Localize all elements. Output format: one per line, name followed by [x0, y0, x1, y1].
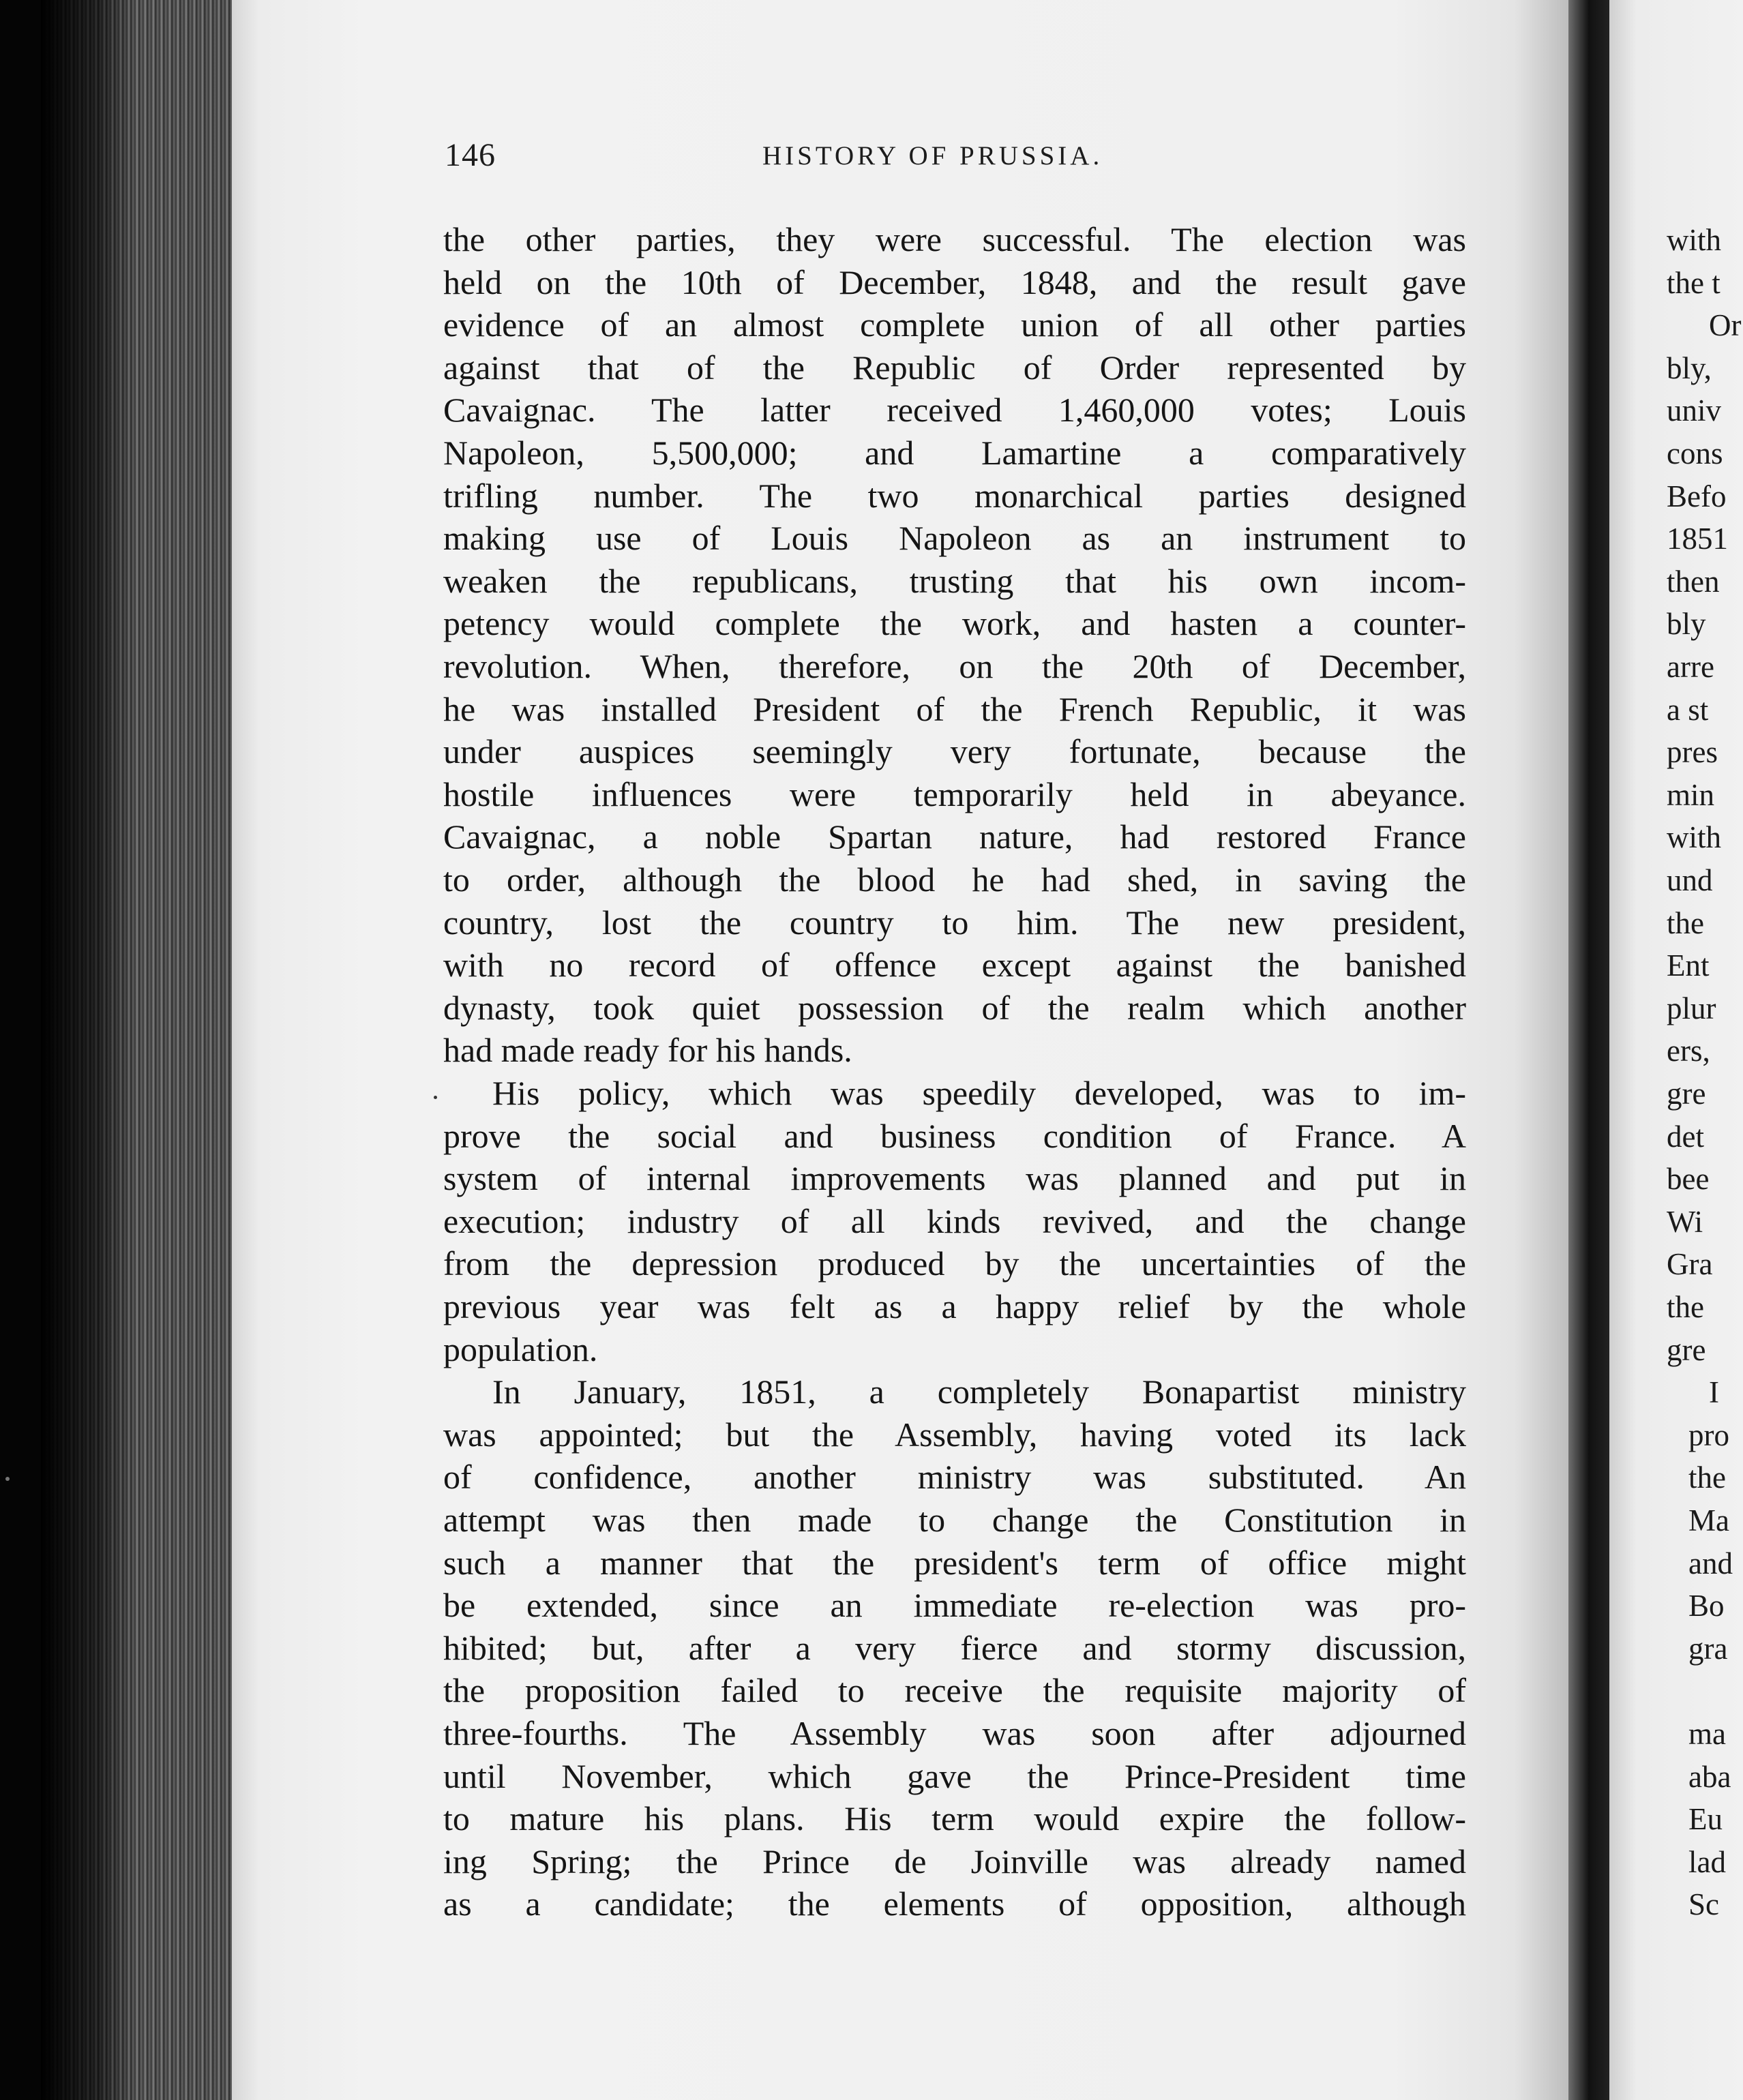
- text-line: weaken the republicans, trusting that his own incom-: [443, 561, 1466, 600]
- facing-page-line: Gra: [1667, 1247, 1713, 1282]
- text-line: to mature his plans. His term would expire the follow-: [443, 1799, 1466, 1838]
- facing-page-line: then: [1667, 564, 1720, 599]
- text-line: be extended, since an immediate re-election was pro-: [443, 1586, 1466, 1625]
- facing-page-line: I: [1709, 1375, 1719, 1410]
- facing-page-line: with: [1667, 223, 1722, 257]
- facing-page-line: Ma: [1688, 1503, 1729, 1537]
- facing-page-line: lad: [1688, 1844, 1726, 1879]
- facing-page-line: det: [1667, 1119, 1704, 1154]
- text-line: previous year was felt as a happy relief by the whole: [443, 1287, 1466, 1325]
- facing-page-line: ers,: [1667, 1034, 1710, 1068]
- facing-page-line: Wi: [1667, 1204, 1703, 1239]
- text-line: he was installed President of the French Republic, it was: [443, 689, 1466, 728]
- text-line: petency would complete the work, and hasten a counter-: [443, 604, 1466, 643]
- fore-edge-shadow: [41, 0, 136, 2100]
- text-line: had made ready for his hands.: [443, 1031, 852, 1070]
- text-line: revolution. When, therefore, on the 20th of December,: [443, 647, 1466, 685]
- text-line: trifling number. The two monarchical parties designed: [443, 476, 1466, 515]
- facing-page-line: Eu: [1688, 1802, 1723, 1837]
- text-line: ing Spring; the Prince de Joinville was already named: [443, 1842, 1466, 1880]
- book-gutter: [1568, 0, 1609, 2100]
- facing-page-line: gre: [1667, 1332, 1706, 1367]
- text-line: from the depression produced by the uncertainties of the: [443, 1244, 1466, 1283]
- facing-page-line: und: [1667, 863, 1713, 897]
- text-line: as a candidate; the elements of opposition, although: [443, 1885, 1466, 1923]
- text-line: until November, which gave the Prince-President time: [443, 1756, 1466, 1795]
- facing-page-line: ma: [1688, 1717, 1726, 1751]
- facing-page-line: a st: [1667, 692, 1709, 727]
- text-line: with no record of offence except against the banished: [443, 946, 1466, 985]
- facing-page-line: gra: [1688, 1631, 1728, 1666]
- facing-page-line: pro: [1688, 1418, 1729, 1452]
- text-line: against that of the Republic of Order represented by: [443, 348, 1466, 387]
- facing-page-line: Ent: [1667, 948, 1710, 983]
- text-line: system of internal improvements was planned and put in: [443, 1159, 1466, 1198]
- running-title: HISTORY OF PRUSSIA.: [762, 141, 1103, 170]
- facing-page-line: Befo: [1667, 479, 1727, 513]
- facing-page-line: gre: [1667, 1077, 1706, 1111]
- page-header: [0, 136, 1743, 177]
- text-line: population.: [443, 1330, 598, 1368]
- facing-page-line: the: [1667, 905, 1704, 940]
- facing-page-line: the: [1688, 1460, 1726, 1495]
- facing-page-line: aba: [1688, 1759, 1731, 1794]
- text-line: making use of Louis Napoleon as an instrument to: [443, 519, 1466, 558]
- facing-page-line: Or: [1709, 308, 1742, 343]
- facing-page-line: univ: [1667, 393, 1722, 428]
- facing-page-line: pres: [1667, 735, 1718, 770]
- facing-page-fragment: [1609, 0, 1743, 2100]
- text-line: Cavaignac. The latter received 1,460,000 votes; Louis: [443, 391, 1466, 430]
- scan-speck: [5, 1477, 10, 1481]
- text-line: Cavaignac, a noble Spartan nature, had restored France: [443, 817, 1466, 856]
- facing-page-line: the: [1667, 1290, 1704, 1324]
- facing-page-line: bly: [1667, 607, 1706, 642]
- text-line: hibited; but, after a very fierce and stormy discussion,: [443, 1628, 1466, 1667]
- text-line: evidence of an almost complete union of all other parties: [443, 305, 1466, 344]
- facing-page-line: Sc: [1688, 1887, 1719, 1922]
- text-line: three-fourths. The Assembly was soon after adjourned: [443, 1714, 1466, 1752]
- text-line: under auspices seemingly very fortunate, because the: [443, 732, 1466, 771]
- text-line: dynasty, took quiet possession of the realm which another: [443, 988, 1466, 1027]
- facing-page-line: and: [1688, 1546, 1733, 1580]
- facing-page-line: arre: [1667, 650, 1714, 684]
- text-line: Napoleon, 5,500,000; and Lamartine a comparatively: [443, 434, 1466, 472]
- text-line: of confidence, another ministry was substituted. An: [443, 1458, 1466, 1497]
- text-line: prove the social and business condition of France. A: [443, 1116, 1466, 1155]
- facing-page-line: the t: [1667, 265, 1720, 300]
- facing-page-line: with: [1667, 820, 1722, 855]
- facing-page-line: cons: [1667, 436, 1723, 470]
- text-line: execution; industry of all kinds revived, and the change: [443, 1201, 1466, 1240]
- facing-page-line: plur: [1667, 991, 1716, 1025]
- facing-page-line: bee: [1667, 1162, 1710, 1197]
- text-line: hostile influences were temporarily held in abeyance.: [443, 775, 1466, 813]
- text-line: such a manner that the president's term of office might: [443, 1543, 1466, 1582]
- text-line: the other parties, they were successful. The election was: [443, 220, 1466, 258]
- text-line: attempt was then made to change the Constitution in: [443, 1501, 1466, 1539]
- facing-page-line: bly,: [1667, 350, 1712, 385]
- facing-page-line: Bo: [1688, 1589, 1725, 1623]
- text-line: held on the 10th of December, 1848, and the result gave: [443, 262, 1466, 301]
- scan-speck: [434, 1096, 437, 1099]
- text-line: the proposition failed to receive the requisite majority of: [443, 1671, 1466, 1710]
- text-line: His policy, which was speedily developed, was to im-: [492, 1074, 1466, 1112]
- text-line: In January, 1851, a completely Bonapartist ministry: [492, 1372, 1466, 1411]
- facing-page-line: min: [1667, 777, 1715, 812]
- text-line: to order, although the blood he had shed, in saving the: [443, 860, 1466, 899]
- text-line: country, lost the country to him. The new president,: [443, 903, 1466, 942]
- facing-page-line: 1851: [1667, 522, 1728, 556]
- page-number: 146: [445, 137, 496, 173]
- text-line: was appointed; but the Assembly, having voted its lack: [443, 1415, 1466, 1454]
